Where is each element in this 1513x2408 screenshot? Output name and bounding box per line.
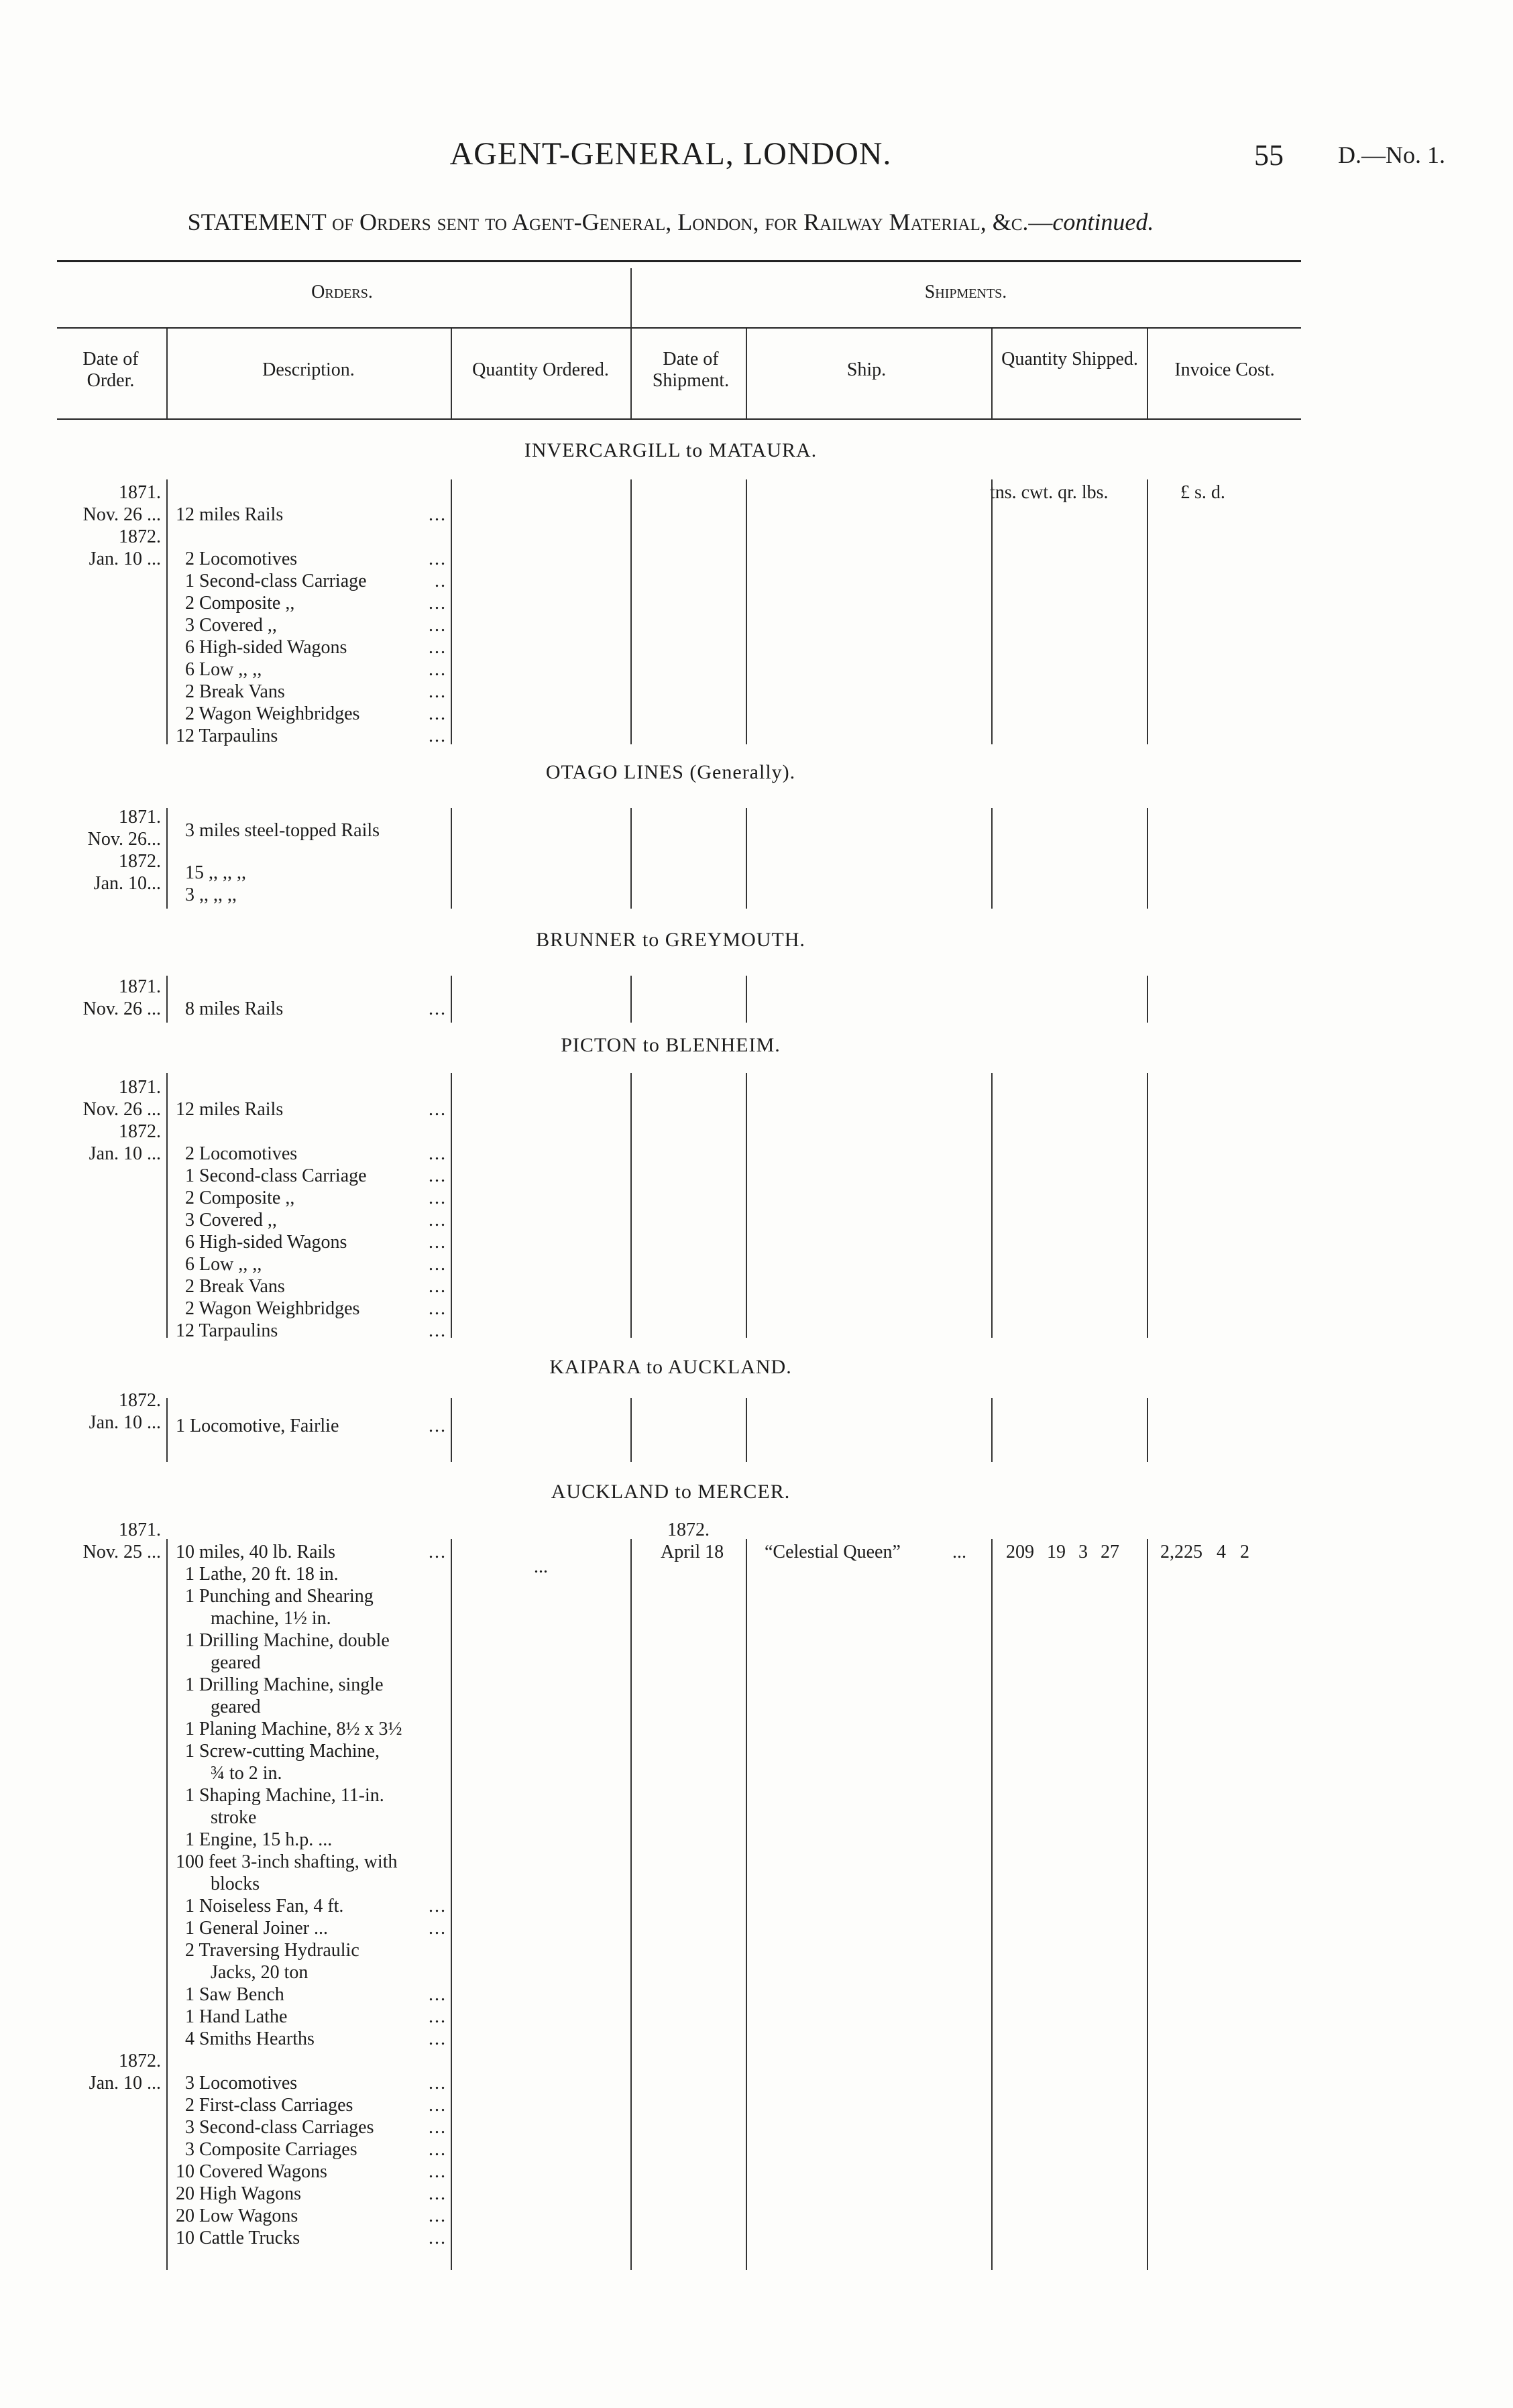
- list-item: 3 Composite Carriages ...: [176, 2138, 451, 2161]
- unit-invoice-cost: £ s. d.: [1180, 482, 1225, 503]
- item-label: 1 Noiseless Fan, 4 ft.: [185, 1896, 344, 1916]
- column-divider: [166, 1398, 168, 1462]
- item-label: 3 Covered ,,: [185, 1210, 277, 1230]
- header-date-of-shipment: Date of Shipment.: [652, 349, 730, 391]
- column-divider: [451, 808, 452, 909]
- item-label: 2 Locomotives: [185, 1143, 298, 1164]
- item-continuation: stroke: [211, 1807, 257, 1828]
- item-label: 1 Second-class Carriage: [185, 1165, 367, 1186]
- item-label: 20 Low Wagons: [176, 2205, 298, 2226]
- item-label: 20 High Wagons: [176, 2183, 302, 2204]
- column-divider: [630, 976, 632, 1023]
- list-item: 10 Cattle Trucks ...: [176, 2228, 447, 2248]
- order-date: Nov. 26 ...: [82, 998, 161, 1019]
- item-label: 2 Wagon Weighbridges: [185, 703, 360, 724]
- list-item: [176, 1629, 451, 1674]
- document-reference: D.—No. 1.: [1338, 141, 1445, 168]
- list-item: [176, 1829, 451, 1851]
- list-item: 1 General Joiner ... ...: [176, 1917, 451, 1939]
- column-divider: [451, 1539, 452, 2270]
- list-item: 2 First-class Carriages ...: [176, 2094, 451, 2116]
- item-label: 3 miles steel-topped Rails: [185, 820, 380, 841]
- order-year: 1871.: [119, 1077, 161, 1098]
- item-label: 2 Wagon Weighbridges: [185, 1298, 360, 1319]
- list-item: 2 Break Vans ...: [176, 681, 451, 703]
- item-label: 2 Composite ,,: [185, 1188, 295, 1208]
- item-label: 3 ,, ,, ,,: [185, 884, 237, 905]
- section-title: OTAGO LINES (Generally).: [545, 761, 796, 783]
- list-item: 6 Low ,, ,, ...: [176, 658, 451, 681]
- header-invoice-cost: Invoice Cost.: [1174, 359, 1275, 380]
- list-item: 12 Tarpaulins ...: [176, 1320, 447, 1341]
- item-label: 1 Planing Machine, 8½ x 3½: [185, 1719, 402, 1739]
- order-year: 1871.: [119, 807, 161, 827]
- ship-dots: ...: [952, 1542, 966, 1562]
- item-continuation: Jacks, 20 ton: [211, 1962, 309, 1983]
- item-label: 10 miles, 40 lb. Rails: [176, 1542, 335, 1562]
- column-divider: [630, 1539, 632, 2270]
- list-item: 1 Noiseless Fan, 4 ft. ...: [176, 1895, 451, 1917]
- item-label: 1 Engine, 15 h.p. ...: [185, 1829, 333, 1850]
- header-ship: Ship.: [846, 359, 887, 380]
- group-header-rule: [57, 327, 1301, 329]
- item-label: 3 Locomotives: [185, 2073, 298, 2094]
- header-divider: [991, 329, 993, 419]
- list-item: 2 Break Vans ...: [176, 1275, 451, 1298]
- quantity-ordered: ...: [534, 1556, 548, 1577]
- description-list: [176, 504, 451, 747]
- list-item: 6 High-sided Wagons ...: [176, 1231, 451, 1253]
- order-dates: [47, 806, 161, 895]
- column-divider: [746, 479, 747, 744]
- item-continuation: blocks: [211, 1874, 260, 1894]
- order-year: 1872.: [119, 1390, 161, 1411]
- item-label: 15 ,, ,, ,,: [185, 862, 246, 883]
- description-list: [176, 998, 451, 1020]
- column-divider: [166, 1539, 168, 2270]
- column-divider: [746, 1073, 747, 1338]
- list-item: 4 Smiths Hearths ...: [176, 2028, 451, 2050]
- header-description: Description.: [262, 359, 355, 380]
- shipment-date: April 18: [661, 1542, 724, 1562]
- item-label: 1 Punching and Shearing: [185, 1586, 374, 1607]
- item-continuation: geared: [211, 1697, 261, 1717]
- order-year: 1871.: [119, 482, 161, 503]
- list-item: [176, 862, 451, 884]
- item-label: 2 Composite ,,: [185, 593, 295, 614]
- order-year: 1872.: [119, 2051, 161, 2071]
- list-item: 20 Low Wagons ...: [176, 2205, 447, 2226]
- list-item: [176, 819, 451, 842]
- item-label: 1 Drilling Machine, double: [185, 1630, 390, 1651]
- description-list: [176, 1098, 451, 1342]
- column-divider: [166, 808, 168, 909]
- order-date: Jan. 10 ...: [89, 2073, 161, 2094]
- item-continuation: ¾ to 2 in.: [211, 1763, 282, 1784]
- column-divider: [1147, 1398, 1148, 1462]
- list-item: 2 Composite ,, ...: [176, 1187, 451, 1209]
- section-title: AUCKLAND to MERCER.: [551, 1481, 791, 1503]
- order-date: Nov. 25 ...: [82, 1542, 161, 1562]
- item-label: 100 feet 3-inch shafting, with: [176, 1851, 398, 1872]
- list-item: 2 Locomotives ...: [176, 1143, 451, 1165]
- description-list: [176, 1541, 451, 2249]
- order-year: 1871.: [119, 976, 161, 997]
- item-continuation: machine, 1½ in.: [211, 1608, 331, 1629]
- list-item: [176, 1674, 451, 1718]
- list-item: 3 Second-class Carriages ...: [176, 2116, 451, 2138]
- column-divider: [746, 1539, 747, 2270]
- item-label: 6 High-sided Wagons: [185, 637, 347, 658]
- statement-title-continued: continued.: [1052, 209, 1154, 235]
- list-item: 3 Locomotives ...: [176, 2072, 451, 2094]
- table-top-rule: [57, 260, 1301, 262]
- item-label: 2 Break Vans: [185, 1276, 285, 1297]
- page-number: 55: [1254, 139, 1284, 172]
- list-item: 1 Second-class Carriage ..: [176, 570, 451, 592]
- order-date: Jan. 10 ...: [89, 1143, 161, 1164]
- column-divider: [1147, 1539, 1148, 2270]
- column-divider: [451, 1398, 452, 1462]
- item-label: 3 Second-class Carriages: [185, 2117, 374, 2138]
- column-divider: [1147, 1073, 1148, 1338]
- list-item: 12 miles Rails ...: [176, 1099, 447, 1120]
- order-year: 1872.: [119, 851, 161, 872]
- order-year: 1871.: [119, 1520, 161, 1540]
- item-label: 6 High-sided Wagons: [185, 1232, 347, 1253]
- list-item: [176, 1740, 451, 1784]
- item-label: 1 Locomotive, Fairlie: [176, 1416, 339, 1436]
- unit-quantity-shipped: tns. cwt. qr. lbs.: [990, 482, 1109, 503]
- item-label: 1 Lathe, 20 ft. 18 in.: [185, 1564, 339, 1585]
- item-label: 1 General Joiner ...: [185, 1918, 329, 1939]
- order-dates: [47, 481, 161, 570]
- item-label: 6 Low ,, ,,: [185, 659, 262, 680]
- column-divider: [451, 1073, 452, 1338]
- order-date: Jan. 10...: [93, 873, 161, 894]
- item-label: 8 miles Rails: [185, 998, 284, 1019]
- item-label: 12 Tarpaulins: [176, 726, 278, 746]
- column-divider: [166, 1073, 168, 1338]
- header-divider: [1147, 329, 1148, 419]
- list-item: [176, 1939, 451, 1984]
- list-item: [176, 1585, 451, 1629]
- column-divider: [630, 1398, 632, 1462]
- item-label: 6 Low ,, ,,: [185, 1254, 262, 1275]
- order-date: Jan. 10 ...: [89, 549, 161, 569]
- list-item: 1 Locomotive, Fairlie ...: [176, 1416, 447, 1436]
- column-divider: [991, 1073, 993, 1338]
- order-dates: [47, 2050, 161, 2094]
- item-label: 3 Covered ,,: [185, 615, 277, 636]
- list-item: 2 Composite ,, ...: [176, 592, 451, 614]
- list-item: 1 Saw Bench ...: [176, 1984, 451, 2006]
- item-label: 10 Covered Wagons: [176, 2161, 327, 2182]
- column-divider: [746, 1398, 747, 1462]
- header-date-of-order: Date of Order.: [82, 349, 139, 391]
- list-item: [176, 1563, 451, 1585]
- order-date: Nov. 26...: [87, 829, 161, 850]
- column-header-rule: [57, 418, 1301, 420]
- item-label: 1 Drilling Machine, single: [185, 1674, 384, 1695]
- item-label: 12 miles Rails: [176, 1099, 284, 1120]
- order-year: 1872.: [119, 1121, 161, 1142]
- column-divider: [166, 479, 168, 744]
- list-item: 2 Wagon Weighbridges ...: [176, 1298, 451, 1320]
- list-item: 8 miles Rails ...: [176, 998, 451, 1020]
- column-divider: [1147, 808, 1148, 909]
- list-item: [176, 1851, 451, 1895]
- column-divider: [166, 976, 168, 1023]
- column-divider: [1147, 479, 1148, 744]
- column-divider: [746, 976, 747, 1023]
- list-item: 3 Covered ,, ...: [176, 614, 451, 636]
- shipment-year: 1872.: [667, 1520, 710, 1540]
- header-divider: [166, 329, 168, 419]
- header-quantity-shipped: Quantity Shipped.: [1001, 349, 1138, 369]
- list-item: [176, 1718, 451, 1740]
- invoice-cost: 2,225 4 2: [1160, 1542, 1249, 1562]
- order-date: Jan. 10 ...: [89, 1412, 161, 1433]
- column-divider: [630, 808, 632, 909]
- header-divider: [746, 329, 747, 419]
- item-continuation: geared: [211, 1652, 261, 1673]
- description-list: [176, 819, 451, 906]
- header-orders: Orders.: [311, 282, 373, 302]
- section-title: BRUNNER to GREYMOUTH.: [536, 929, 805, 951]
- list-item: 10 miles, 40 lb. Rails ...: [176, 1542, 447, 1562]
- item-label: 2 First-class Carriages: [185, 2095, 353, 2116]
- item-label: 1 Screw-cutting Machine,: [185, 1741, 380, 1762]
- section-title: INVERCARGILL to MATAURA.: [524, 439, 818, 461]
- column-divider: [991, 1398, 993, 1462]
- order-dates: [47, 976, 161, 1020]
- order-date: Nov. 26 ...: [82, 1099, 161, 1120]
- list-item: 10 Covered Wagons ...: [176, 2161, 447, 2182]
- header-shipments: Shipments.: [924, 282, 1007, 302]
- list-item: 6 Low ,, ,, ...: [176, 1253, 451, 1275]
- column-divider: [630, 1073, 632, 1338]
- item-label: 3 Composite Carriages: [185, 2139, 357, 2160]
- list-item: 1 Hand Lathe ...: [176, 2006, 451, 2028]
- item-label: 2 Locomotives: [185, 549, 298, 569]
- section-title: PICTON to BLENHEIM.: [561, 1034, 781, 1056]
- list-item: 2 Locomotives ...: [176, 548, 451, 570]
- ship-name: “Celestial Queen”: [765, 1542, 901, 1562]
- order-year: 1872.: [119, 526, 161, 547]
- list-item: 6 High-sided Wagons ...: [176, 636, 451, 658]
- list-item: 3 Covered ,, ...: [176, 1209, 451, 1231]
- column-divider: [991, 808, 993, 909]
- column-divider: [451, 976, 452, 1023]
- header-divider: [630, 268, 632, 419]
- column-divider: [451, 479, 452, 744]
- column-divider: [991, 1539, 993, 2270]
- column-divider: [746, 808, 747, 909]
- item-label: 1 Second-class Carriage: [185, 571, 367, 591]
- order-dates: [47, 1519, 161, 1563]
- order-dates: [47, 1389, 161, 1434]
- item-label: 10 Cattle Trucks: [176, 2228, 300, 2248]
- item-label: 12 Tarpaulins: [176, 1320, 278, 1341]
- list-item: 20 High Wagons ...: [176, 2183, 447, 2204]
- item-label: 12 miles Rails: [176, 504, 284, 525]
- section-title: KAIPARA to AUCKLAND.: [549, 1356, 792, 1378]
- item-label: 2 Break Vans: [185, 681, 285, 702]
- item-label: 1 Shaping Machine, 11-in.: [185, 1785, 384, 1806]
- item-label: 1 Saw Bench: [185, 1984, 284, 2005]
- list-item: 12 Tarpaulins ...: [176, 726, 447, 746]
- statement-title-main: STATEMENT of Orders sent to Agent-General, London, for Railway Material, &c.—: [187, 209, 1053, 235]
- list-item: [176, 884, 451, 906]
- column-divider: [991, 479, 993, 744]
- statement-title: [0, 208, 1341, 236]
- column-divider: [630, 479, 632, 744]
- list-item: 12 miles Rails ...: [176, 504, 447, 525]
- item-label: 2 Traversing Hydraulic: [185, 1940, 359, 1961]
- list-item: [176, 1784, 451, 1829]
- item-label: 4 Smiths Hearths: [185, 2028, 315, 2049]
- item-label: 1 Hand Lathe: [185, 2006, 288, 2027]
- description-list: [176, 1415, 451, 1437]
- list-item: 2 Wagon Weighbridges ...: [176, 703, 451, 725]
- header-divider: [451, 329, 452, 419]
- order-dates: [47, 1076, 161, 1165]
- page-title: AGENT-GENERAL, LONDON.: [449, 136, 892, 172]
- order-date: Nov. 26 ...: [82, 504, 161, 525]
- column-divider: [1147, 976, 1148, 1023]
- list-item: 1 Second-class Carriage ...: [176, 1165, 451, 1187]
- quantity-shipped: 209 19 3 27: [1006, 1542, 1119, 1562]
- header-quantity-ordered: Quantity Ordered.: [472, 359, 609, 380]
